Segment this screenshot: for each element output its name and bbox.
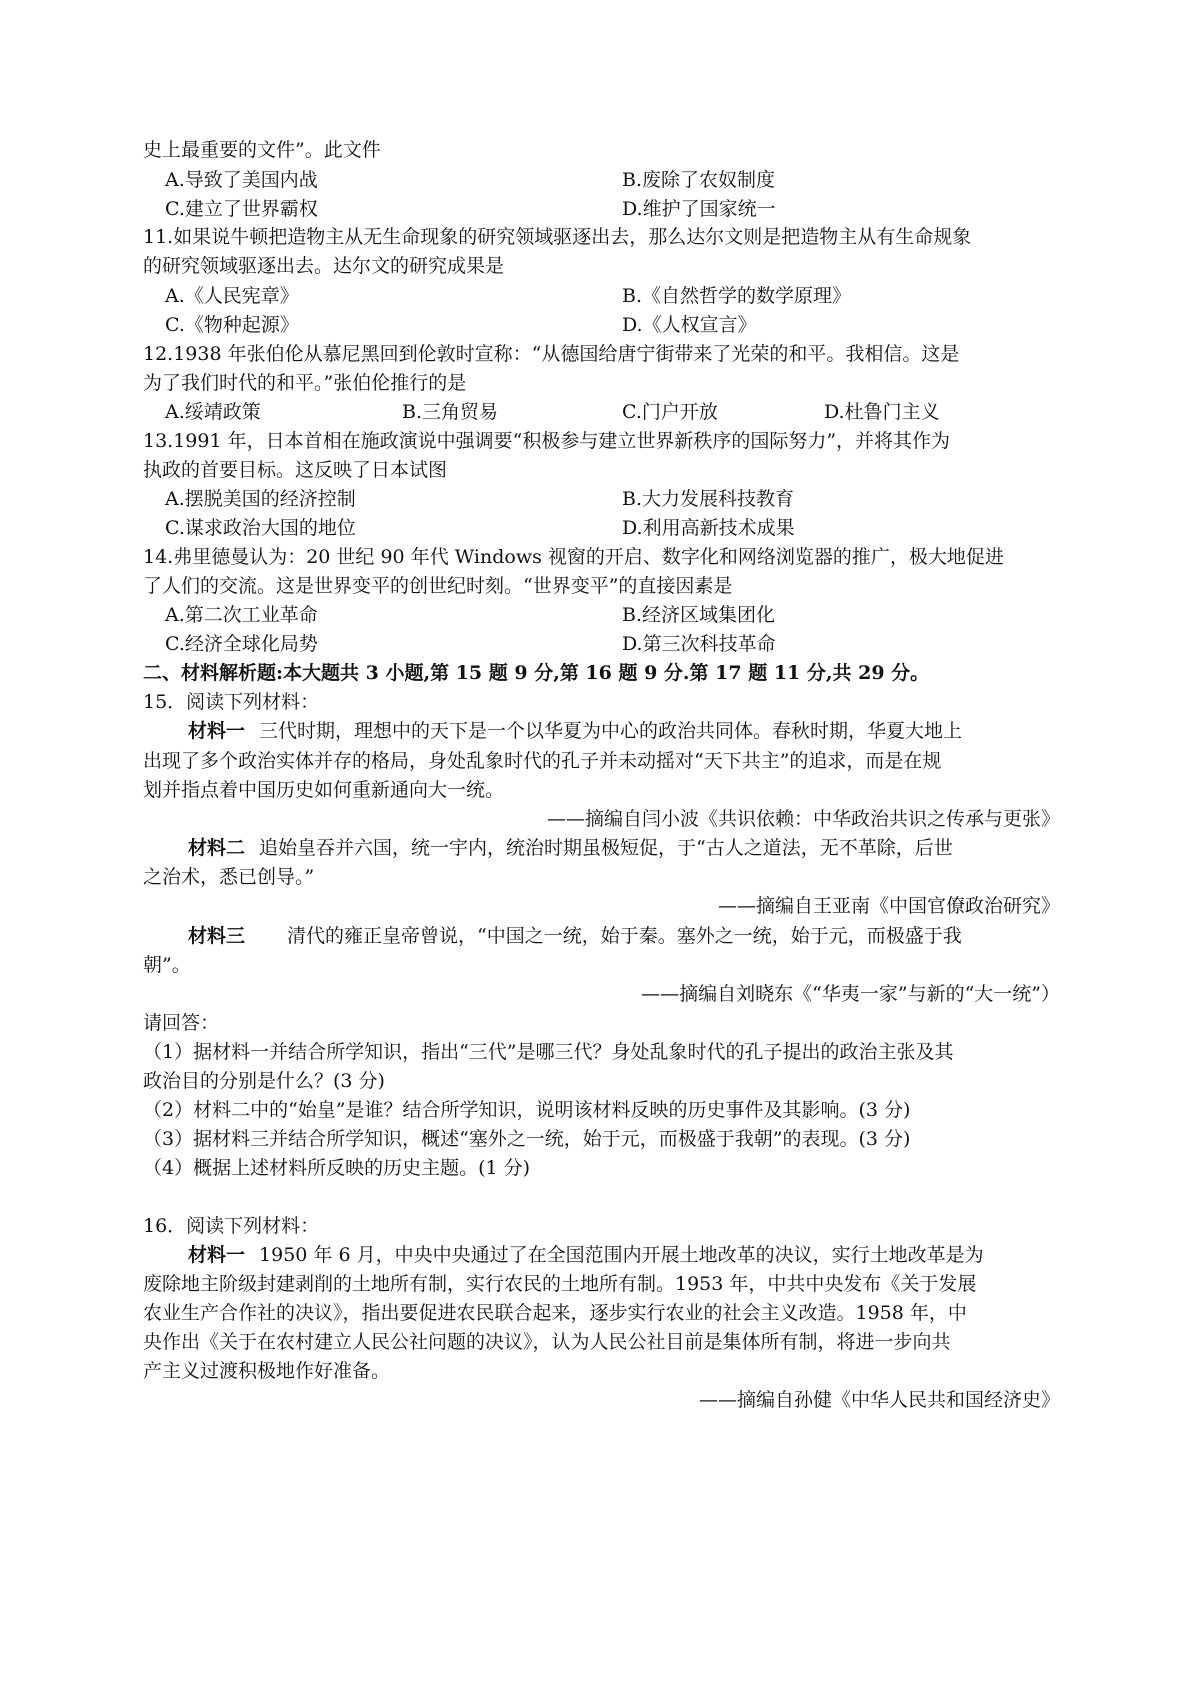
q11-stem-line1: 11.如果说牛顿把造物主从无生命现象的研究领域驱逐出去，那么达尔文则是把造物主从有生命规象 [143, 226, 972, 248]
q13-option-c: C.谋求政治大国的地位 [165, 517, 356, 539]
q13-option-a: A.摆脱美国的经济控制 [165, 488, 356, 510]
q10-option-a: A.导致了美国内战 [165, 169, 318, 191]
q15-material2-source: ——摘编自王亚南《中国官僚政治研究》 [717, 895, 1060, 917]
q15-sub4: （4）概据上述材料所反映的历史主题。(1 分) [143, 1157, 531, 1179]
q11-option-b: B.《自然哲学的数学原理》 [622, 285, 852, 307]
section2-heading: 二、材料解析题:本大题共 3 小题,第 15 题 9 分,第 16 题 9 分.第 17 题 11 分,共 29 分。 [143, 662, 930, 684]
q14-option-c: C.经济全球化局势 [165, 633, 318, 655]
q15-material3-source: ——摘编自刘晓东《“华夷一家”与新的“大一统”） [641, 983, 1060, 1005]
q15-material3-line2: 朝”。 [143, 954, 191, 976]
q11-option-d: D.《人权宣言》 [622, 314, 757, 336]
q15-material1-text: 三代时期，理想中的天下是一个以华夏为中心的政治共同体。春秋时期，华夏大地上 [259, 720, 963, 742]
q12-option-a: A.绥靖政策 [165, 401, 261, 423]
q14-option-b: B.经济区域集团化 [622, 604, 776, 626]
q11-option-a: A.《人民宪章》 [165, 285, 299, 307]
q10-option-c: C.建立了世界霸权 [165, 198, 318, 220]
q16-intro: 16．阅读下列材料： [143, 1215, 320, 1237]
q15-material2-line2: 之治术，悉已创导。” [143, 866, 315, 888]
q15-material1-source: ——摘编自闫小波《共识依赖：中华政治共识之传承与更张》 [546, 808, 1060, 830]
q16-material1-line4: 央作出《关于在农村建立人民公社问题的决议》，认为人民公社目前是集体所有制，将进一步向共 [143, 1331, 951, 1353]
q13-option-b: B.大力发展科技教育 [622, 488, 795, 510]
q10-option-b: B.废除了农奴制度 [622, 169, 776, 191]
q15-material2-label: 材料二 [188, 837, 246, 859]
q15-sub2: （2）材料二中的“始皇”是谁？结合所学知识，说明该材料反映的历史事件及其影响。(3 分) [143, 1099, 911, 1121]
q15-material3-label: 材料三 [188, 925, 246, 947]
q15-material2-text: 追始皇吞并六国，统一宇内，统治时期虽极短促，于“古人之道法，无不革除，后世 [259, 837, 953, 859]
q15-material2-line1 [188, 836, 953, 860]
q16-material1-line1 [188, 1243, 984, 1267]
q16-material1-text: 1950 年 6 月，中央中央通过了在全国范围内开展土地改革的决议，实行土地改革是为 [259, 1244, 984, 1266]
q14-stem-line1: 14.弗里德曼认为：20 世纪 90 年代 Windows 视窗的开启、数字化和网络浏览器的推广，极大地促进 [143, 546, 1004, 568]
q15-material1-label: 材料一 [188, 720, 246, 742]
q16-material1-source: ——摘编自孙健《中华人民共和国经济史》 [698, 1389, 1060, 1411]
q15-sub1-line1: （1）据材料一并结合所学知识，指出“三代”是哪三代？身处乱象时代的孔子提出的政治主张及其 [143, 1041, 954, 1063]
q10-option-d: D.维护了国家统一 [622, 198, 776, 220]
q16-material1-line2: 废除地主阶级封建剥削的土地所有制，实行农民的土地所有制。1953 年，中共中央发布《关于发展 [143, 1273, 977, 1295]
q15-material1-line1 [188, 719, 962, 743]
q10-tail: 史上最重要的文件”。此文件 [143, 139, 381, 161]
q12-stem-line1: 12.1938 年张伯伦从慕尼黑回到伦敦时宣称：“从德国给唐宁街带来了光荣的和平。我相信。这是 [143, 343, 960, 365]
q16-material1-line5: 产主义过渡积极地作好准备。 [143, 1360, 391, 1382]
q14-option-a: A.第二次工业革命 [165, 604, 318, 626]
q15-material1-line2: 出现了多个政治实体并存的格局，身处乱象时代的孔子并未动摇对“天下共主”的追求，而是在规 [143, 750, 942, 772]
q14-option-d: D.第三次科技革命 [622, 633, 776, 655]
q14-stem-line2: 了人们的交流。这是世界变平的创世纪时刻。“世界变平”的直接因素是 [143, 575, 733, 597]
q13-stem-line1: 13.1991 年，日本首相在施政演说中强调要“积极参与建立世界新秩序的国际努力”，并将其作为 [143, 430, 951, 452]
q11-option-c: C.《物种起源》 [165, 314, 299, 336]
q13-option-d: D.利用高新技术成果 [622, 517, 795, 539]
q16-material1-line3: 农业生产合作社的决议》，指出要促进农民联合起来，逐步实行农业的社会主义改造。1958 年，中 [143, 1302, 967, 1324]
q15-sub3: （3）据材料三并结合所学知识，概述“塞外之一统，始于元，而极盛于我朝”的表现。(3 分) [143, 1128, 911, 1150]
q13-stem-line2: 执政的首要目标。这反映了日本试图 [143, 459, 448, 481]
q16-material1-label: 材料一 [188, 1244, 246, 1266]
q11-stem-line2: 的研究领域驱逐出去。达尔文的研究成果是 [143, 255, 505, 277]
q15-material1-line3: 划并指点着中国历史如何重新通向大一统。 [143, 779, 505, 801]
q15-intro: 15．阅读下列材料： [143, 691, 320, 713]
q12-option-b: B.三角贸易 [402, 401, 499, 423]
q12-stem-line2: 为了我们时代的和平。”张伯伦推行的是 [143, 372, 467, 394]
q15-material3-line1 [188, 924, 962, 948]
q15-sub1-line2: 政治目的分别是什么？(3 分) [143, 1070, 385, 1092]
q12-option-c: C.门户开放 [622, 401, 718, 423]
q15-prompt: 请回答： [143, 1012, 220, 1034]
q15-material3-text: 清代的雍正皇帝曾说，“中国之一统，始于秦。塞外之一统，始于元，而极盛于我 [287, 925, 962, 947]
q12-option-d: D.杜鲁门主义 [824, 401, 940, 423]
